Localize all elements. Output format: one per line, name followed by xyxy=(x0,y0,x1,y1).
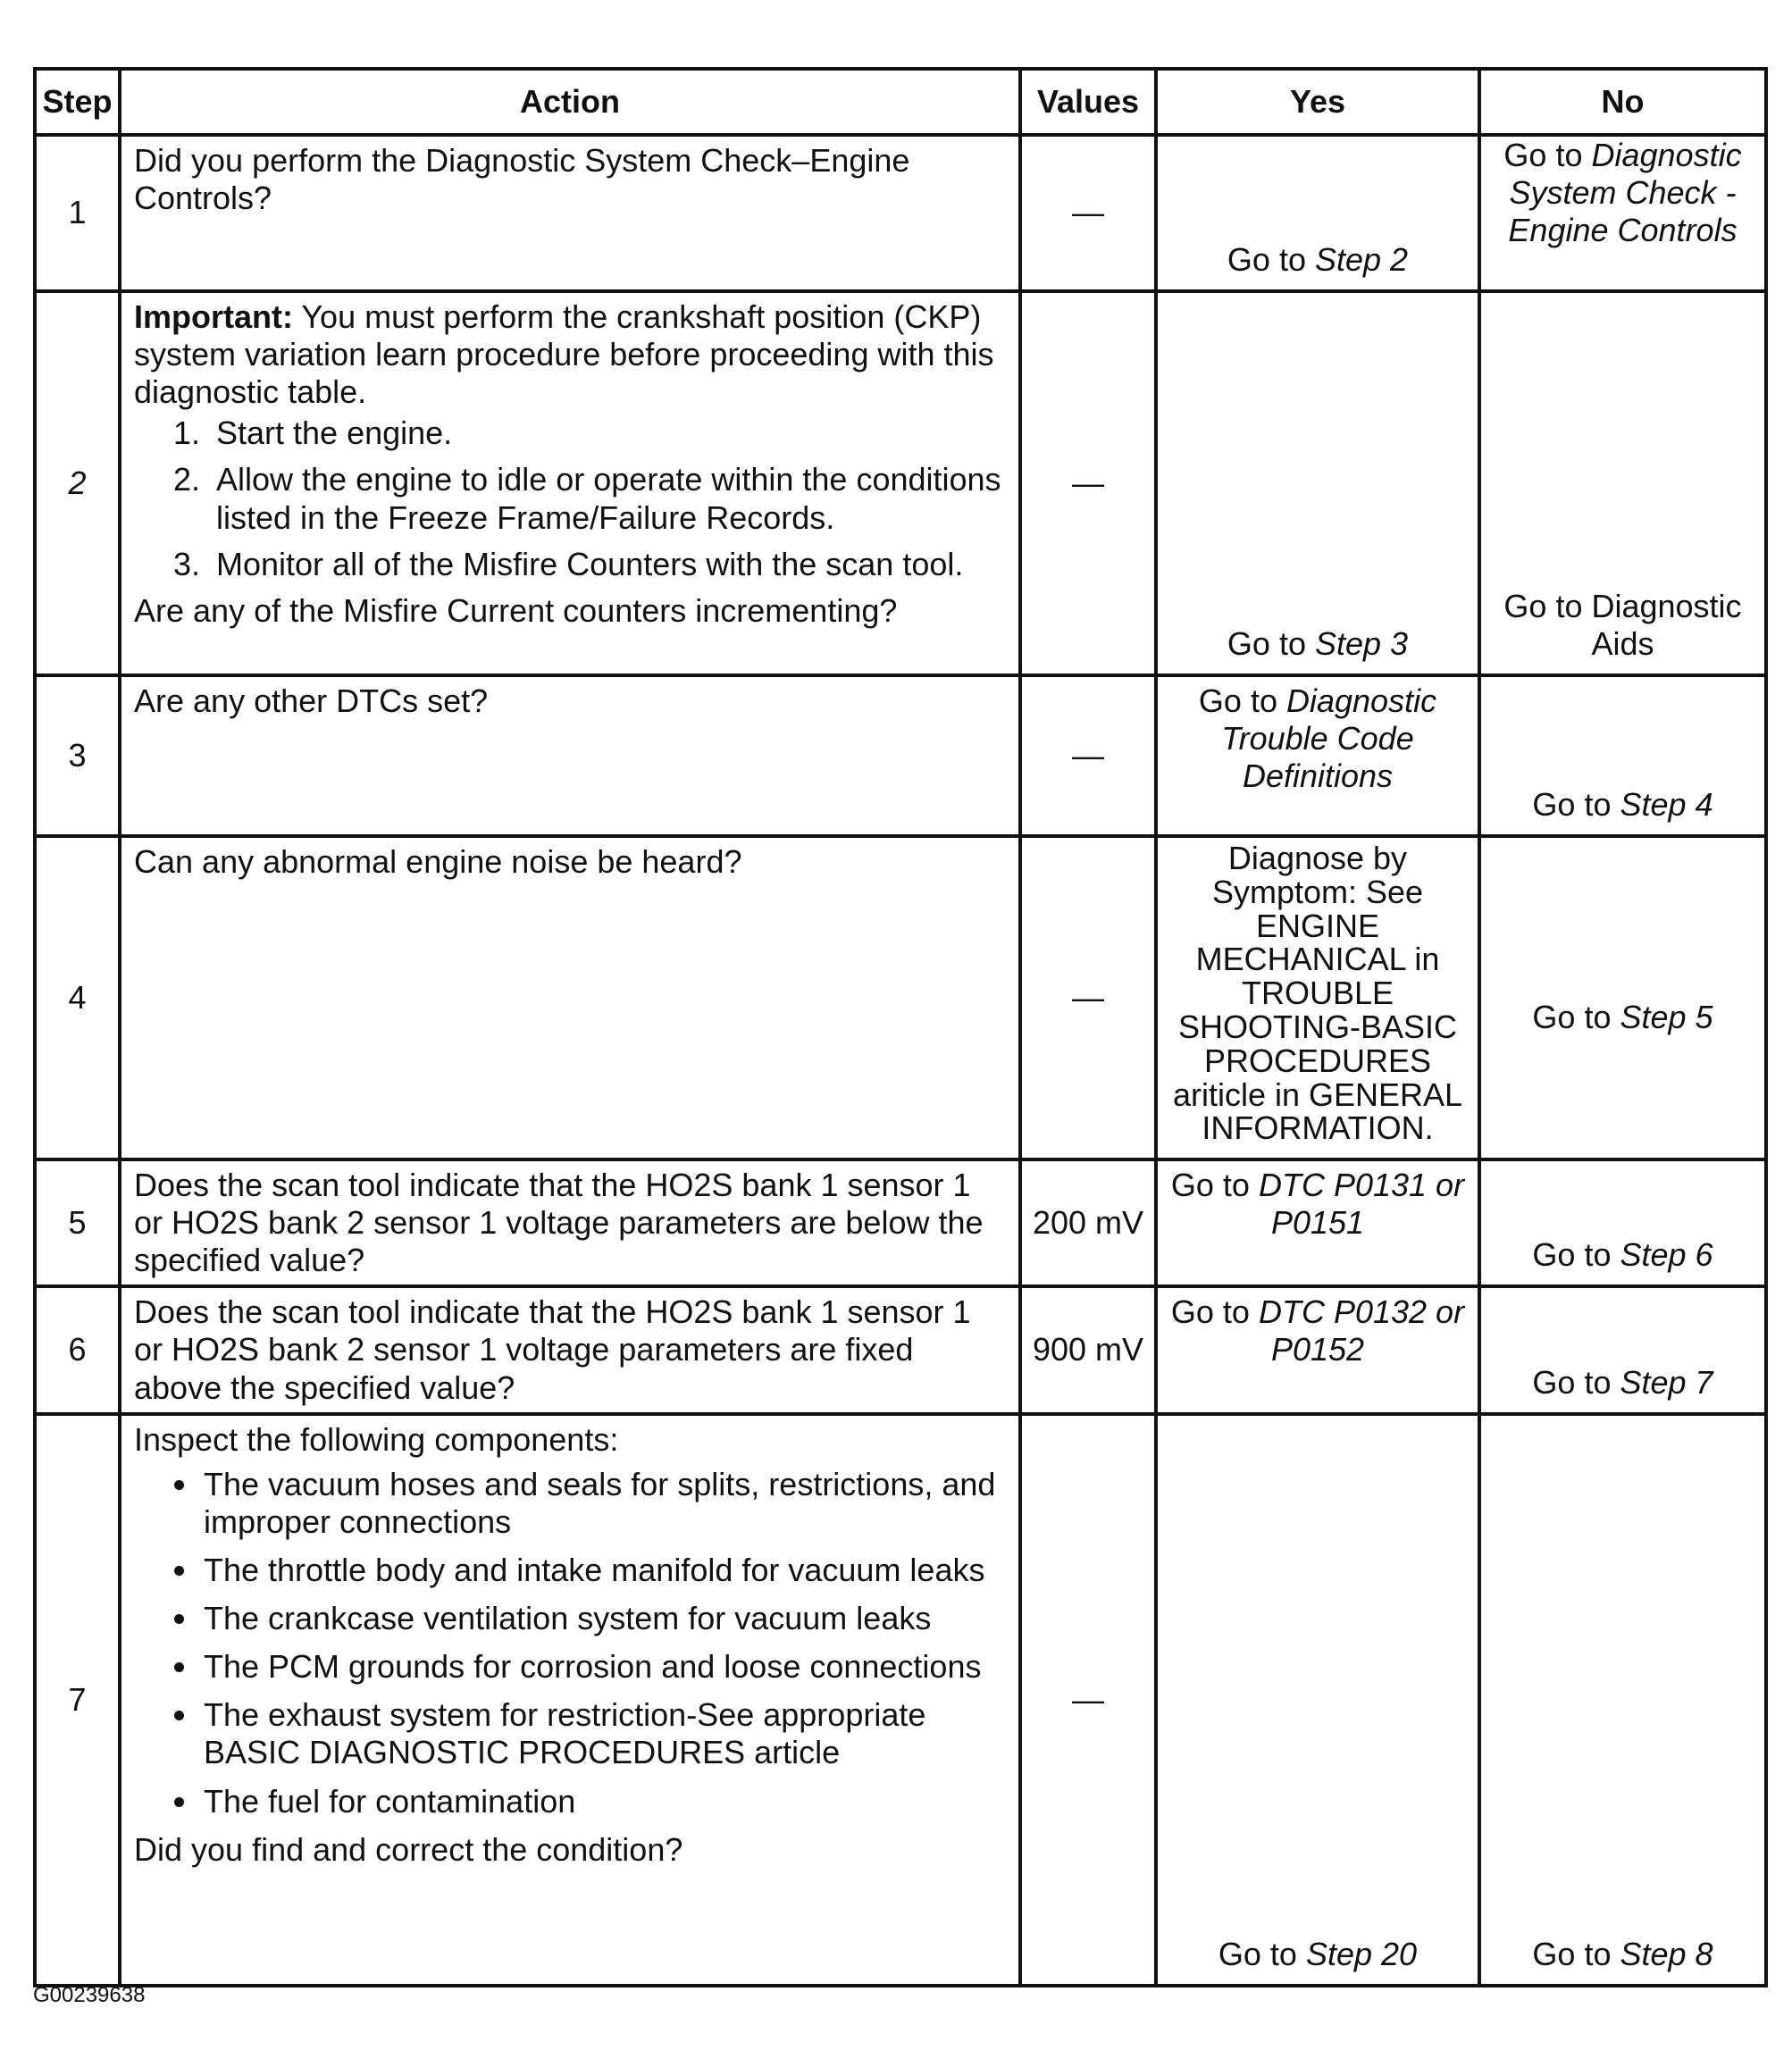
no-prefix: Go to xyxy=(1532,1935,1620,1972)
no-link[interactable]: Step 5 xyxy=(1620,998,1713,1035)
table-row-step-4 xyxy=(35,836,1766,1159)
no-link[interactable]: Step 4 xyxy=(1620,785,1713,823)
yes-prefix: Go to xyxy=(1170,1293,1259,1331)
procedure-item: 3. Monitor all of the Misfire Counters with the scan tool. xyxy=(209,546,1006,583)
table-row-step-2 xyxy=(35,291,1766,675)
important-label: Important: xyxy=(134,298,293,335)
table-row-step-1 xyxy=(35,135,1766,291)
yes-link[interactable]: Diagnose by Symptom: See ENGINE MECHANICAL in TROUBLE SHOOTING-BASIC PROCEDURES ariticle in GENERAL INFORMATION. xyxy=(1172,840,1463,1147)
procedure-item: 2. Allow the engine to idle or operate within the conditions listed in the Freeze Frame/Failure Records. xyxy=(209,461,1006,536)
header-values: Values xyxy=(1020,69,1156,135)
no-cell xyxy=(1479,291,1766,675)
no-prefix: Go to xyxy=(1532,785,1620,823)
values-cell: 900 mV xyxy=(1020,1286,1156,1413)
no-cell xyxy=(1479,1414,1766,1986)
component-item: • The vacuum hoses and seals for splits, restrictions, and improper connections xyxy=(200,1466,1006,1541)
no-link[interactable]: Go to Diagnostic Aids xyxy=(1503,587,1742,662)
no-cell xyxy=(1479,1159,1766,1286)
values-cell: — xyxy=(1020,135,1156,291)
values-cell: — xyxy=(1020,1414,1156,1986)
no-cell xyxy=(1479,675,1766,836)
action-question: Can any abnormal engine noise be heard? xyxy=(134,843,742,880)
header-no: No xyxy=(1479,69,1766,135)
action-text xyxy=(120,135,1020,291)
values-cell: — xyxy=(1020,836,1156,1159)
component-item: • The fuel for contamination xyxy=(200,1783,1006,1820)
action-question: Are any of the Misfire Current counters incrementing? xyxy=(134,591,898,629)
values-cell: — xyxy=(1020,291,1156,675)
yes-link[interactable]: DTC P0132 or P0152 xyxy=(1258,1293,1465,1368)
yes-prefix: Go to xyxy=(1227,240,1315,278)
yes-prefix: Go to xyxy=(1218,1935,1306,1972)
yes-cell xyxy=(1156,1414,1479,1986)
component-item: • The crankcase ventilation system for vacuum leaks xyxy=(200,1600,1006,1637)
component-item: • The throttle body and intake manifold for vacuum leaks xyxy=(200,1552,1006,1589)
diagnostic-table-container xyxy=(33,67,1768,1988)
header-action: Action xyxy=(120,69,1020,135)
action-question: Did you perform the Diagnostic System Check–Engine Controls? xyxy=(134,142,910,217)
no-cell xyxy=(1479,135,1766,291)
figure-id: G00239638 xyxy=(33,1983,146,2007)
no-prefix: Go to xyxy=(1503,137,1592,173)
yes-cell xyxy=(1156,1159,1479,1286)
no-link[interactable]: Step 7 xyxy=(1620,1363,1713,1401)
yes-prefix: Go to xyxy=(1198,682,1286,719)
step-number: 4 xyxy=(35,836,120,1159)
action-question: Does the scan tool indicate that the HO2S bank 1 sensor 1 or HO2S bank 2 sensor 1 voltage parameters are below the specified value? xyxy=(134,1167,984,1279)
step-number: 5 xyxy=(35,1159,120,1286)
component-list xyxy=(134,1466,1006,1820)
step-number: 3 xyxy=(35,675,120,836)
values-cell: 200 mV xyxy=(1020,1159,1156,1286)
yes-link[interactable]: Step 2 xyxy=(1314,240,1409,278)
action-question: Are any other DTCs set? xyxy=(134,682,489,719)
yes-link[interactable]: DTC P0131 or P0151 xyxy=(1258,1167,1465,1242)
step-number: 6 xyxy=(35,1286,120,1413)
table-row-step-7 xyxy=(35,1414,1766,1986)
action-text xyxy=(120,836,1020,1159)
no-prefix: Go to xyxy=(1532,1236,1620,1274)
yes-cell xyxy=(1156,836,1479,1159)
step-number: 7 xyxy=(35,1414,120,1986)
action-text xyxy=(120,1286,1020,1413)
yes-link[interactable]: Step 20 xyxy=(1305,1935,1418,1972)
yes-cell xyxy=(1156,1286,1479,1413)
table-row-step-6 xyxy=(35,1286,1766,1413)
yes-prefix: Go to xyxy=(1170,1167,1259,1203)
no-link[interactable]: Step 8 xyxy=(1620,1935,1713,1972)
yes-link[interactable]: Step 3 xyxy=(1314,624,1409,662)
action-text xyxy=(120,1159,1020,1286)
yes-cell xyxy=(1156,291,1479,675)
values-cell: — xyxy=(1020,675,1156,836)
procedure-item: 1. Start the engine. xyxy=(209,414,1006,452)
yes-cell xyxy=(1156,135,1479,291)
header-yes: Yes xyxy=(1156,69,1479,135)
no-cell xyxy=(1479,836,1766,1159)
no-prefix: Go to xyxy=(1532,998,1620,1035)
component-item: • The PCM grounds for corrosion and loose connections xyxy=(200,1648,1006,1686)
table-row-step-5 xyxy=(35,1159,1766,1286)
action-text xyxy=(120,1414,1020,1986)
important-text: You must perform the crankshaft position (CKP) system variation learn procedure before proceeding with this diagnostic table. xyxy=(134,298,994,411)
no-prefix: Go to xyxy=(1532,1363,1620,1401)
header-row xyxy=(35,69,1766,135)
action-intro: Inspect the following components: xyxy=(134,1420,619,1458)
procedure-list xyxy=(134,414,1006,582)
step-number: 1 xyxy=(35,135,120,291)
step-number: 2 xyxy=(35,291,120,675)
no-link[interactable]: Diagnostic System Check - Engine Controls xyxy=(1508,137,1742,249)
action-question: Does the scan tool indicate that the HO2S bank 1 sensor 1 or HO2S bank 2 sensor 1 voltage parameters are fixed above the specified value? xyxy=(134,1293,971,1406)
yes-prefix: Go to xyxy=(1227,624,1315,662)
action-text xyxy=(120,291,1020,675)
action-text xyxy=(120,675,1020,836)
important-note xyxy=(134,298,1006,411)
no-link[interactable]: Step 6 xyxy=(1620,1236,1713,1274)
header-step: Step xyxy=(35,69,120,135)
table-row-step-3 xyxy=(35,675,1766,836)
action-question: Did you find and correct the condition? xyxy=(134,1830,683,1868)
diagnostic-table xyxy=(33,67,1768,1988)
yes-link[interactable]: Diagnostic Trouble Code Definitions xyxy=(1221,682,1437,795)
component-item: • The exhaust system for restriction-See appropriate BASIC DIAGNOSTIC PROCEDURES article xyxy=(200,1696,1006,1771)
no-cell xyxy=(1479,1286,1766,1413)
yes-cell xyxy=(1156,675,1479,836)
